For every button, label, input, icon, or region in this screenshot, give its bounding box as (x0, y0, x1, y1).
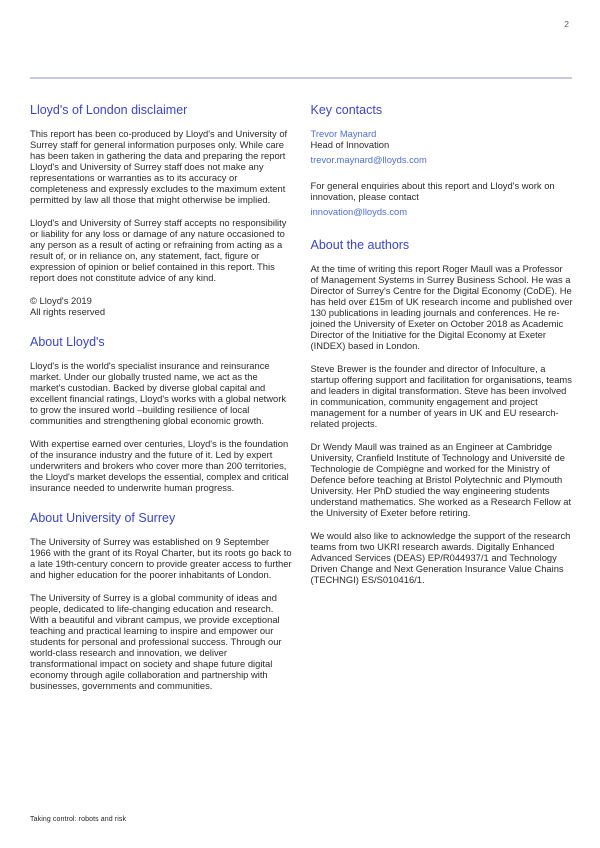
section-disclaimer (30, 103, 293, 317)
copyright-block (30, 295, 293, 317)
contact-block (311, 128, 574, 168)
disclaimer-paragraph-2: Lloyd's and University of Surrey staff accepts no responsibility or liability for any loss or damage of any nature occasioned to any person as a result of acting or refraining from acting as a result of, or in reliance on, any statement, fact, figure or expression of opinion or belief contained in this report. This report does not constitute advice of any kind. (30, 217, 287, 283)
footer-report-title: Taking control: robots and risk (30, 816, 127, 823)
left-column (30, 103, 293, 703)
authors-paragraph-3: Dr Wendy Maull was trained as an Engineer at Cambridge University, Cranfield Institute of Technology and Université de Technologie de Compiègne and worked for the Ministry of Defence before teaching at Bristol Polytechnic and Plymouth University. Her PhD studied the way engineering students understand mathematics. She worked as a Research Fellow at the University of Exeter before retiring. (310, 441, 572, 518)
authors-paragraph-2: Steve Brewer is the founder and director of Infoculture, a startup offering support and facilitation for organisations, teams and leaders in digital transformation. Steve has been involved in communication, community engagement and project management for a number of years in UK and EU research-related projects. (310, 363, 572, 429)
page-content (30, 103, 573, 703)
section-about-lloyds (30, 335, 293, 493)
authors-paragraph-4: We would also like to acknowledge the support of the research teams from two UKRI research awards. Digitally Enhanced Advanced Services (DEAS) EP/R044937/1 and Technology Driven Change and Next Generation Insurance Value Chains (TECHNGI) ES/S010416/1. (310, 530, 571, 585)
general-enquiries-text: For general enquiries about this report and Lloyd's work on innovation, please contact (310, 180, 555, 202)
rights-line: All rights reserved (30, 306, 106, 317)
about-surrey-paragraph-2: The University of Surrey is a global community of ideas and people, dedicated to life-changing education and research. With a beautiful and vibrant campus, we provide exceptional teaching and practical learning to inspire and empower our students for personal and professional success. Through our world-class research and innovation, we deliver transformational impact on society and shape future digital economy through agile collaboration and partnership with businesses, governments and communities. (30, 592, 282, 691)
disclaimer-paragraph-1: This report has been co-produced by Lloyd's and University of Surrey staff for general information purposes only. While care has been taken in gathering the data and preparing the report Lloyd's and University of Surrey staff does not make any representations or warranties as to its accuracy or completeness and expressly excludes to the maximum extent permitted by law all those that might otherwise be implied. (30, 128, 288, 205)
about-lloyds-heading: About Lloyd's (30, 335, 105, 349)
about-authors-heading: About the authors (310, 238, 410, 252)
section-about-surrey (30, 511, 293, 691)
disclaimer-heading: Lloyd's of London disclaimer (30, 103, 188, 117)
right-column (311, 103, 574, 703)
about-lloyds-paragraph-2: With expertise earned over centuries, Lloyd's is the foundation of the insurance industry and the future of it. Led by expert underwriters and brokers who cover more than 200 territories, the Lloyd's market develops the essential, complex and critical insurance needed to underwrite human progress. (30, 438, 289, 493)
section-about-authors (311, 238, 574, 585)
page-number: 2 (564, 19, 569, 29)
section-key-contacts (311, 103, 574, 220)
authors-paragraph-1: At the time of writing this report Roger Maull was a Professor of Management Systems in Surrey Business School. He was a Director of Surrey's Centre for the Digital Economy (CoDE). He has held over £15m of UK research income and published over 130 publications in leading journals and conferences. He re-joined the University of Exeter on October 2018 as Academic Director of the Initiative for the Digital Economy at Exeter (INDEX) based in London. (310, 263, 573, 351)
copyright-line: © Lloyd's 2019 (30, 295, 92, 306)
header-divider (30, 77, 572, 79)
about-surrey-paragraph-1: The University of Surrey was established on 9 September 1966 with the grant of its Royal Charter, but its roots go back to a late 19th-century concern to provide greater access to further and higher education for the poorer inhabitants of London. (30, 536, 292, 580)
contact-email-link[interactable]: trevor.maynard@lloyds.com (310, 154, 427, 165)
about-surrey-heading: About University of Surrey (30, 511, 176, 525)
contact-name-link[interactable]: Trevor Maynard (310, 128, 377, 139)
contact-role: Head of Innovation (310, 139, 390, 150)
key-contacts-heading: Key contacts (310, 103, 383, 117)
innovation-email-link[interactable]: innovation@lloyds.com (310, 206, 408, 217)
about-lloyds-paragraph-1: Lloyd's is the world's specialist insurance and reinsurance market. Under our globally trusted name, we act as the market's custodian. Backed by diverse global capital and excellent financial ratings, Lloyd's works with a global network to grow the insured world –building resilience of local communities and strengthening global economic growth. (30, 360, 287, 426)
